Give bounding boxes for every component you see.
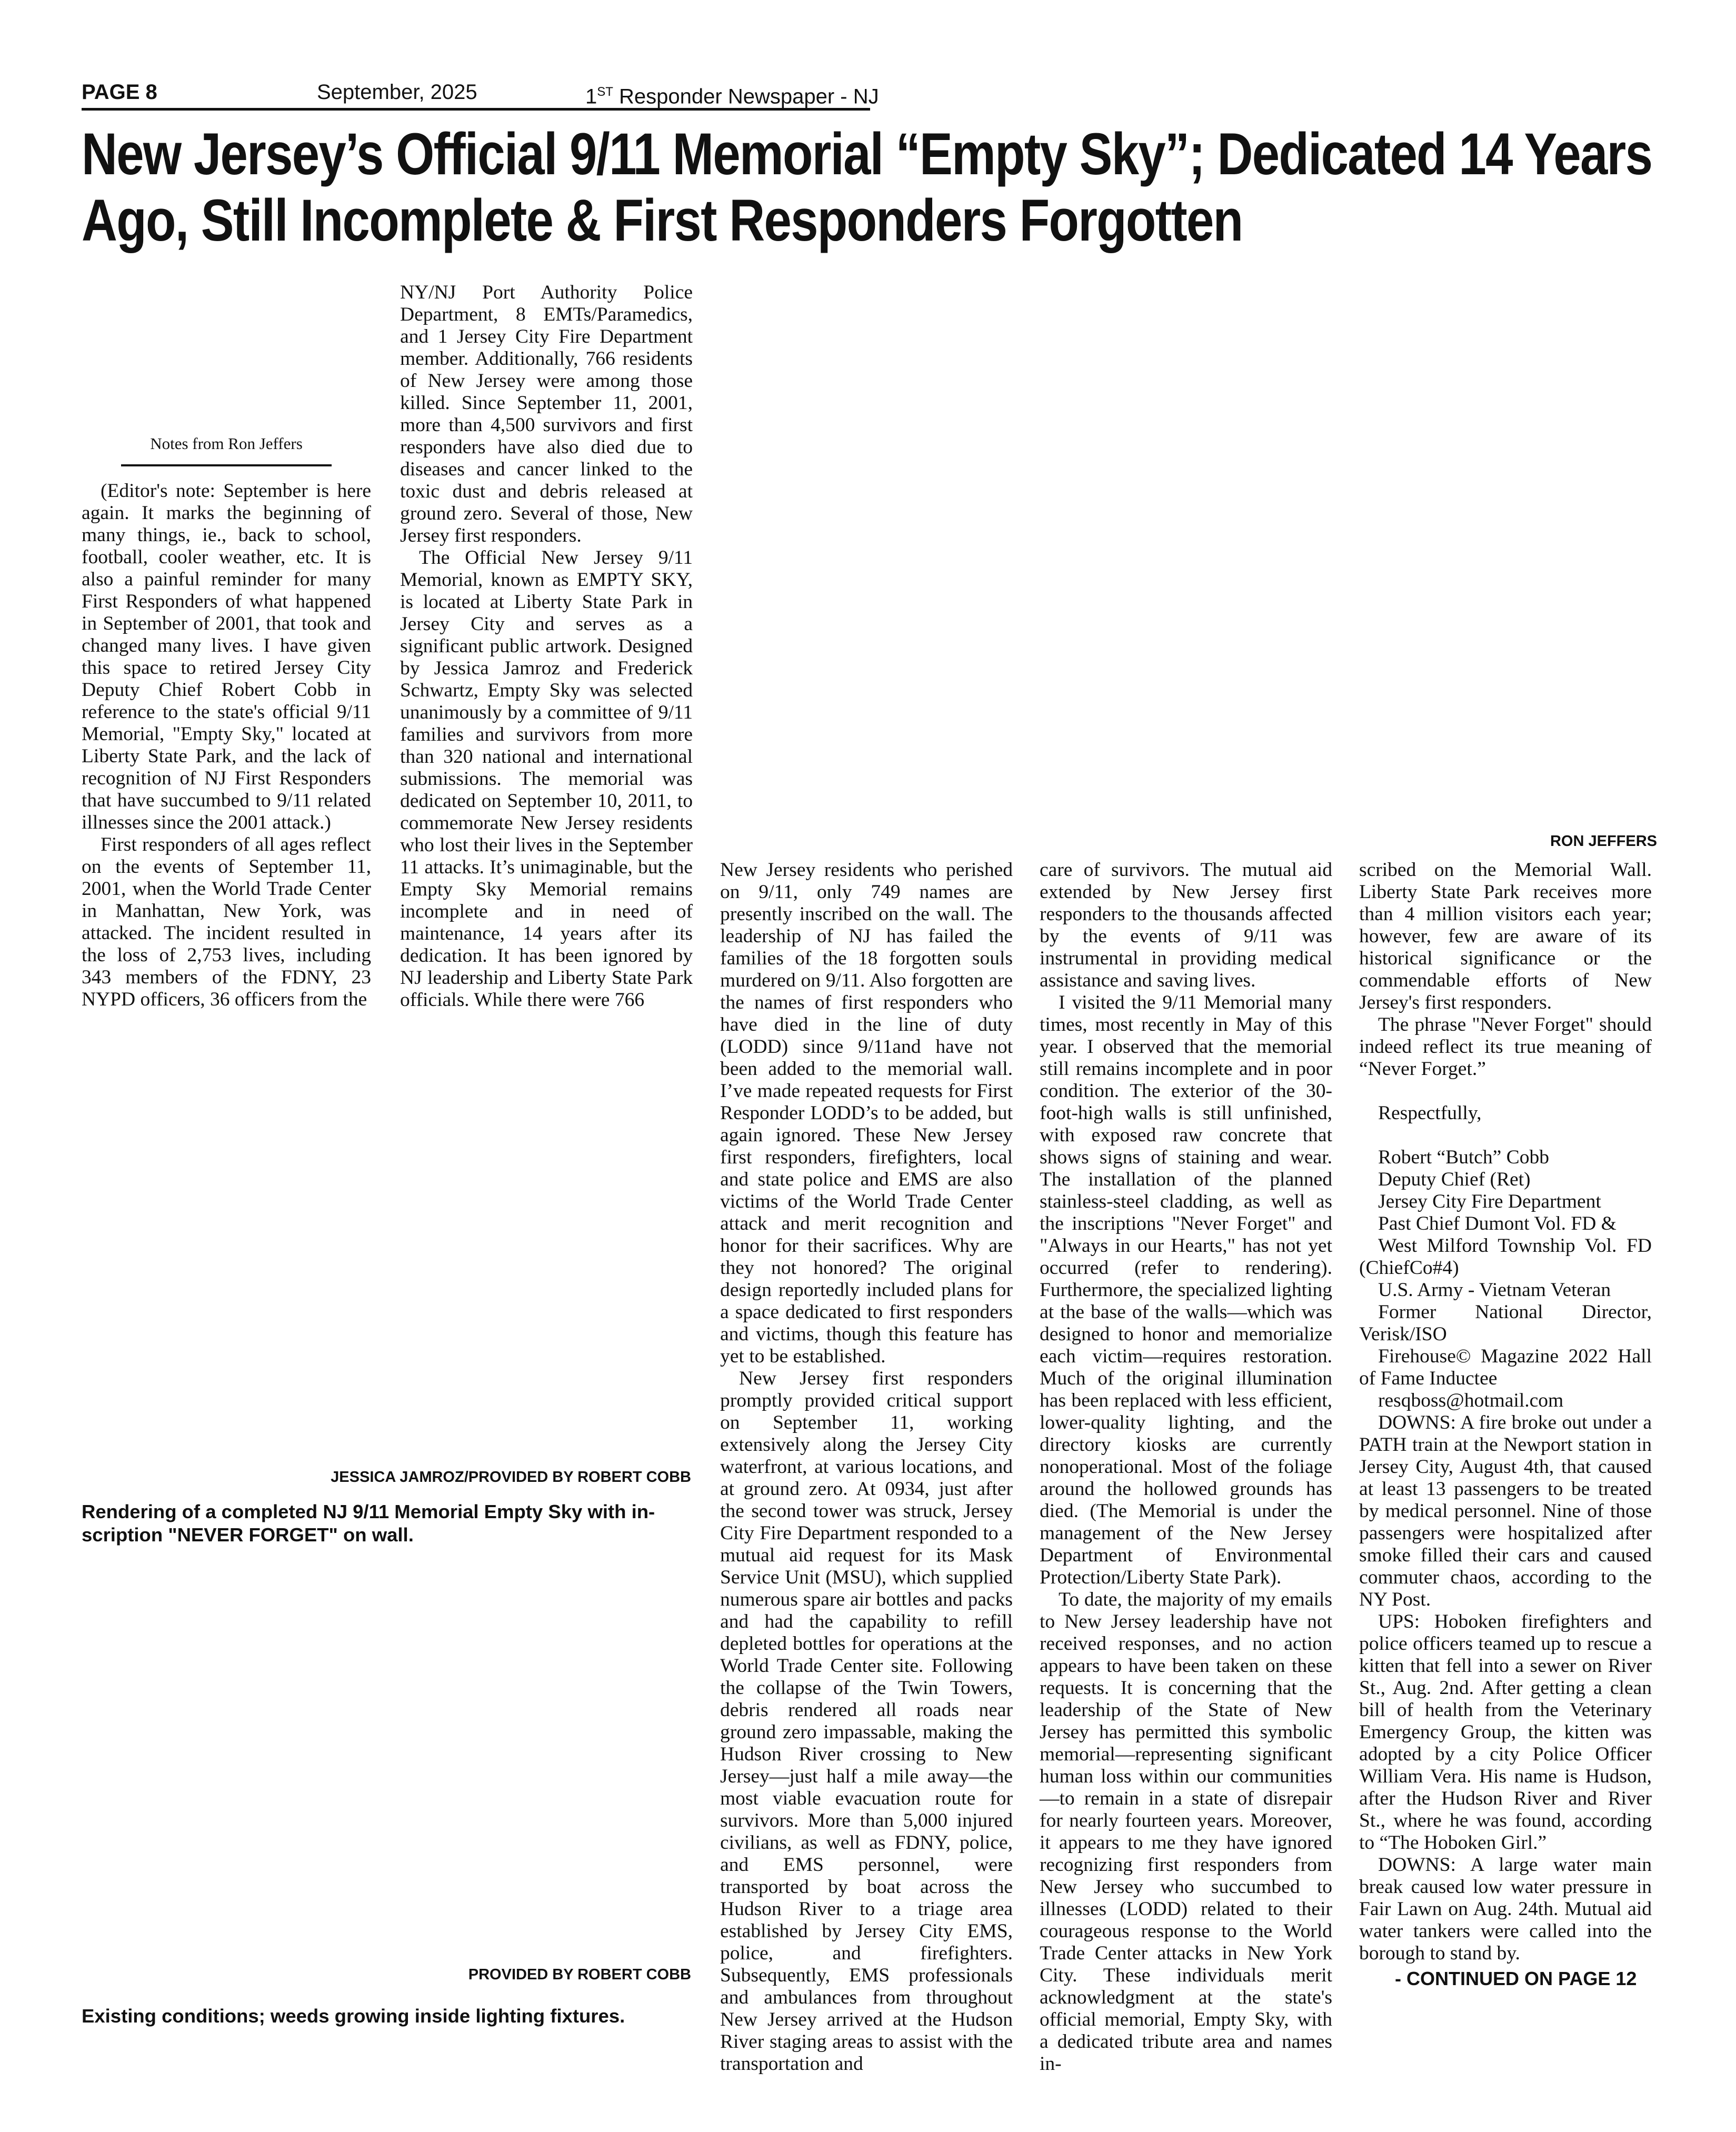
signature-department: Jersey City Fire Department xyxy=(1378,1191,1601,1212)
signature-title: Deputy Chief (Ret) xyxy=(1378,1169,1531,1190)
col5-paragraph: The phrase "Never Forget" should indeed reflect its true meaning of “Never Forget.” xyxy=(1359,1014,1652,1080)
caption-rendering-line-2: scription "NEVER FORGET" on wall. xyxy=(82,1524,414,1546)
col3-paragraph: New Jersey first responders promptly provided critical support on September 11, working extensively along the Jersey City waterfront, at various locations, and at ground zero. At 0934, just after the second tower was struck, Jersey City Fire Department responded to a mutual aid request for its Mask Service Unit (MSU), which supplied numerous spare air bottles and packs and had the capability to refill depleted bottles for operations at the World Trade Center site. Following the collapse of the Twin Towers, debris rendered all roads near ground zero impassable, making the Hudson River crossing to New Jersey—just half a mile away—the most viable evacuation route for survivors. More than 5,000 injured civilians, as well as FDNY, police, and EMS personnel, were transported by boat across the Hudson River to a triage area established by Jersey City EMS, police, and firefighters. Subsequently, EMS professionals and ambulances from throughout New Jersey arrived at the Hudson River staging areas to assist with the transportation and xyxy=(720,1368,1013,2075)
signature-former-director: Former National Director, Verisk/ISO xyxy=(1359,1301,1652,1345)
col1-paragraph: First responders of all ages reflect on the events of September 11, 2001, when the World Trade Center in Manhattan, New York, was attacked. The incident resulted in the loss of 2,753 lives, including 343 members of the FDNY, 23 NYPD officers, 36 officers from the xyxy=(82,834,371,1010)
signature-email: resqboss@hotmail.com xyxy=(1378,1390,1564,1411)
column-3 xyxy=(720,859,1013,2075)
col2-paragraph: The Official New Jersey 9/11 Memorial, known as EMPTY SKY, is located at Liberty State Park in Jersey City and serves as a significant public artwork. Designed by Jessica Jamroz and Frederick Schwartz, Empty Sky was selected unanimously by a committee of 9/11 families and survivors from more than 320 national and international submissions. The memorial was dedicated on September 10, 2011, to commemorate New Jersey residents who lost their lives in the September 11 attacks. It’s unimaginable, but the Empty Sky Memorial remains incomplete and in need of maintenance, 14 years after its dedication. It has been ignored by NJ leadership and Liberty State Park officials. While there were 766 xyxy=(400,547,693,1011)
paper-name-prefix: 1 xyxy=(585,85,597,108)
col5-paragraph: DOWNS: A large water main break caused low water pressure in Fair Lawn on Aug. 24th. Mutual aid water tankers were called into the borough to stand by. xyxy=(1359,1854,1652,1964)
column-1 xyxy=(82,480,371,1011)
rendering-photo xyxy=(390,1032,695,1453)
photo-credit-existing: PROVIDED BY ROBERT COBB xyxy=(468,1966,691,1983)
column-4 xyxy=(1040,859,1332,2075)
col4-paragraph: I visited the 9/11 Memorial many times, most recently in May of this year. I observed that the memorial still remains incomplete and in poor condition. The exterior of the 30-foot-high walls is still unfinished, with exposed raw concrete that shows signs of staining and wear. The installation of the planned stainless-steel cladding, as well as the inscriptions "Never Forget" and "Always in our Hearts," has not yet occurred (refer to rendering). Furthermore, the specialized lighting at the base of the walls—which was designed to honor and memorialize each victim—requires restoration. Much of the original illumination has been replaced with less efficient, lower-quality lighting, and the directory kiosks are currently nonoperational. Most of the foliage around the hollowed grounds has died. (The Memorial is under the management of the New Jersey Department of Environmental Protection/Liberty State Park). xyxy=(1040,992,1332,1588)
notes-rule xyxy=(121,464,332,466)
memorial-photo-top xyxy=(719,279,1655,826)
col5-paragraph: UPS: Hoboken firefighters and police officers teamed up to rescue a kitten that fell into a sewer on River St., Aug. 2nd. After getting a clean bill of health from the Veterinary Emergency Group, the kitten was adopted by a city Police Officer William Vera. His name is Hudson, after the Hudson River and River St., where he was found, according to “The Hoboken Girl.” xyxy=(1359,1611,1652,1854)
headline-line-2: Ago, Still Incomplete & First Responders Forgotten xyxy=(82,187,1243,253)
col5-paragraph: scribed on the Memorial Wall. Liberty State Park receives more than 4 million visitors each year; however, few are aware of its historical significance or the commendable efforts of New Jersey's first responders. xyxy=(1359,859,1652,1013)
col4-paragraph: care of survivors. The mutual aid extended by New Jersey first responders to the thousands affected by the events of 9/11 was instrumental in providing medical assistance and saving lives. xyxy=(1040,859,1332,991)
col1-paragraph: (Editor's note: September is here again. It marks the beginning of many things, ie., back to school, football, cooler weather, etc. It is also a painful reminder for many First Responders of what happened in September of 2001, that took and changed many lives. I have given this space to retired Jersey City Deputy Chief Robert Cobb in reference to the state's official 9/11 Memorial, "Empty Sky," located at Liberty State Park, and the lack of recognition of NJ First Responders that have succumbed to 9/11 related illnesses since the 2001 attack.) xyxy=(82,480,371,833)
signature-west-milford: West Milford Township Vol. FD (ChiefCo#4) xyxy=(1359,1235,1652,1279)
photo-credit-top: RON JEFFERS xyxy=(1550,833,1657,850)
col5-paragraph: DOWNS: A fire broke out under a PATH train at the Newport station in Jersey City, August 4th, that caused at least 13 passengers to be treated by medical personnel. Nine of those passengers were hospitalized after smoke filled their cars and caused commuter chaos, according to the NY Post. xyxy=(1359,1412,1652,1610)
caption-rendering xyxy=(82,1500,703,1547)
signature-army: U.S. Army - Vietnam Veteran xyxy=(1378,1279,1611,1301)
photo-credit-rendering: JESSICA JAMROZ/PROVIDED BY ROBERT COBB xyxy=(331,1469,691,1486)
col4-paragraph: To date, the majority of my emails to New Jersey leadership have not received responses, and no action appears to have been taken on these requests. It is concerning that the leadership of the State of New Jersey has permitted this symbolic memorial—representing significant human loss within our communities—to remain in a state of disrepair for nearly fourteen years. Moreover, it appears to me they have ignored recognizing first responders from New Jersey who succumbed to illnesses (LODD) related to their courageous response to the World Trade Center attacks in New York City. These individuals merit acknowledgment at the state's official memorial, Empty Sky, with a dedicated tribute area and names in- xyxy=(1040,1589,1332,2075)
headline xyxy=(82,121,1652,254)
signature-respectfully: Respectfully, xyxy=(1378,1102,1482,1124)
signature-past-chief: Past Chief Dumont Vol. FD & xyxy=(1378,1213,1617,1234)
existing-conditions-photo xyxy=(82,1558,692,1958)
signature-firehouse: Firehouse© Magazine 2022 Hall of Fame Inductee xyxy=(1359,1346,1652,1389)
continued-notice: - CONTINUED ON PAGE 12 xyxy=(1395,1968,1637,1989)
headline-line-1: New Jersey’s Official 9/11 Memorial “Empty Sky”; Dedicated 14 Years xyxy=(82,121,1652,187)
col3-paragraph: New Jersey residents who perished on 9/11, only 749 names are presently inscribed on the wall. The leadership of NJ has failed the families of the 18 forgotten souls murdered on 9/11. Also forgotten are the names of first responders who have died in the line of duty (LODD) since 9/11and have not been added to the memorial wall. I’ve made repeated requests for First Responder LODD’s to be added, but again ignored. These New Jersey first responders, firefighters, local and state police and EMS are also victims of the World Trade Center attack and merit recognition and honor for their sacrifices. Why are they not honored? The original design reportedly included plans for a space dedicated to first responders and victims, though this feature has yet to be established. xyxy=(720,859,1013,1367)
paper-name-sup: ST xyxy=(597,85,613,99)
col2-paragraph: NY/NJ Port Authority Police Department, 8 EMTs/Paramedics, and 1 Jersey City Fire Department member. Additionally, 766 residents of New Jersey were among those killed. Since September 11, 2001, more than 4,500 survivors and first responders have also died due to diseases and cancer linked to the toxic dust and debris released at ground zero. Several of those, New Jersey first responders. xyxy=(400,282,693,546)
paper-name xyxy=(585,79,879,109)
signature-name: Robert “Butch” Cobb xyxy=(1378,1147,1549,1168)
header-rule xyxy=(82,108,870,111)
caption-existing: Existing conditions; weeds growing inside lighting fixtures. xyxy=(82,2005,625,2027)
paper-name-rest: Responder Newspaper - NJ xyxy=(613,85,879,108)
caption-rendering-line-1: Rendering of a completed NJ 9/11 Memorial Empty Sky with in- xyxy=(82,1501,655,1522)
issue-date: September, 2025 xyxy=(317,81,477,104)
column-5 xyxy=(1359,859,1652,1965)
page-number: PAGE 8 xyxy=(82,81,157,104)
column-2 xyxy=(400,282,693,1011)
notes-label: Notes from Ron Jeffers xyxy=(150,434,303,453)
